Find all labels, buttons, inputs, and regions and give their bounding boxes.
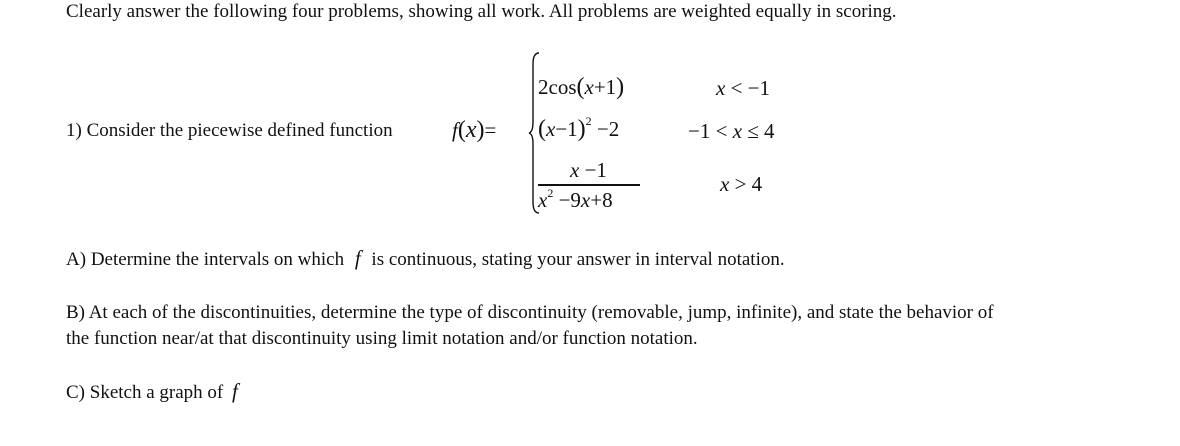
problem-number: 1) (66, 120, 82, 141)
part-c-label: C) (66, 382, 85, 403)
part-b-text: At each of the discontinuities, determine the type of discontinuity (removable, jump, infinite), and state the behavior of (88, 302, 994, 323)
part-c (66, 379, 238, 404)
fraction-bar (538, 184, 640, 186)
part-a-label: A) (66, 249, 87, 270)
function-argument: (x) (457, 117, 485, 143)
piece-1-expression: 2cos(x+1) (538, 74, 625, 100)
function-name: f (452, 118, 458, 142)
part-c-symbol: f (231, 379, 238, 403)
part-b-label: B) (66, 302, 85, 323)
piece-1-condition: x < −1 (716, 76, 771, 100)
part-b-line-1 (66, 302, 994, 324)
part-a-text-before: Determine the intervals on which (90, 249, 345, 270)
problem-1-intro (66, 120, 393, 142)
part-a-text-after: is continuous, stating your answer in interval notation. (371, 249, 785, 270)
part-c-text: Sketch a graph of (89, 382, 224, 403)
equals-sign: = (484, 118, 497, 142)
piece-3-condition: x > 4 (720, 172, 763, 196)
part-b-line-2: the function near/at that discontinuity using limit notation and/or function notation. (66, 328, 698, 349)
problem-intro-text: Consider the piecewise defined function (86, 120, 393, 141)
part-a-symbol: f (354, 246, 361, 270)
function-notation (452, 117, 496, 144)
part-a (66, 246, 785, 271)
piece-2-expression: $(x-1)^2 -2$ (538, 114, 620, 142)
instructions-line: Clearly answer the following four problems, showing all work. All problems are weighted equally in scoring. (66, 1, 897, 22)
piece-3-numerator: x −1 (570, 158, 607, 182)
piece-2-condition: −1 < x ≤ 4 (688, 119, 775, 143)
piece-3-denominator: $x^2 -9x+8$ (538, 186, 613, 212)
